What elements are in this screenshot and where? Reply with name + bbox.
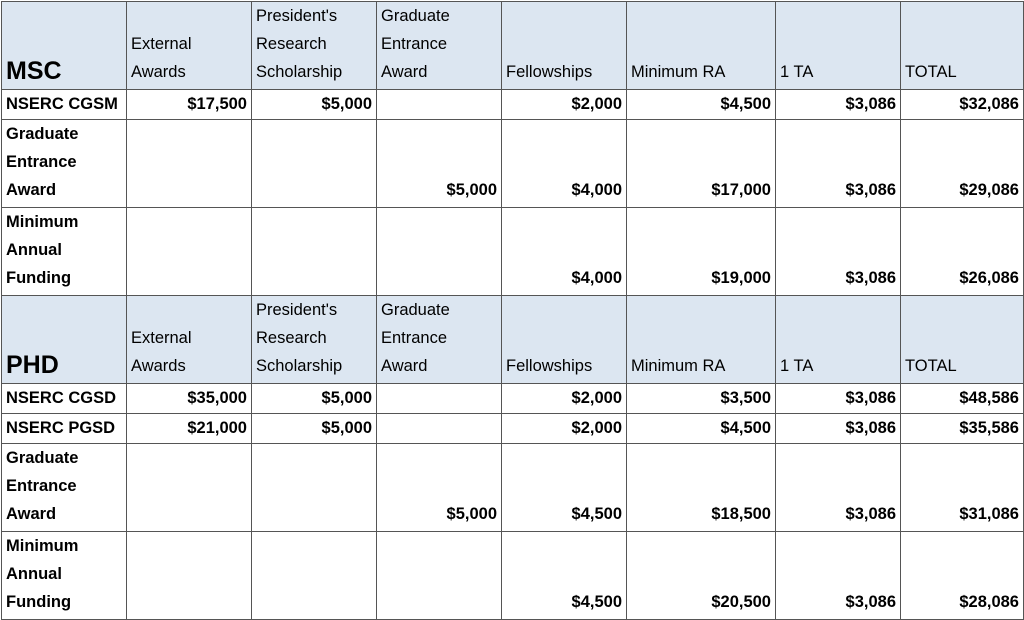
value-cell: $3,086 <box>776 414 901 444</box>
cell-text-line: Minimum <box>6 537 79 555</box>
cell-text-line: Award <box>381 357 428 375</box>
header-fellowships: Fellowships <box>502 296 627 384</box>
value-cell: $18,500 <box>627 444 776 532</box>
cell-text-line: Entrance <box>381 329 448 347</box>
value-cell: $4,500 <box>627 414 776 444</box>
header-external-awards <box>127 296 252 384</box>
cell-text-line: Award <box>381 63 428 81</box>
value-cell <box>377 414 502 444</box>
value-cell: $2,000 <box>502 414 627 444</box>
table-row <box>2 384 1024 414</box>
value-cell: $4,500 <box>627 90 776 120</box>
cell-text-line: Awards <box>131 357 186 375</box>
cell-text-line: Entrance <box>6 153 77 171</box>
cell-text-line: President's <box>256 7 338 25</box>
value-cell <box>252 120 377 208</box>
value-cell: $3,086 <box>776 384 901 414</box>
value-cell: $3,500 <box>627 384 776 414</box>
value-cell <box>377 208 502 296</box>
value-cell: $5,000 <box>377 120 502 208</box>
value-cell: $17,500 <box>127 90 252 120</box>
value-cell <box>252 532 377 620</box>
table-row <box>2 444 1024 532</box>
cell-text-line: Funding <box>6 269 72 287</box>
row-label <box>2 532 127 620</box>
value-cell: $48,586 <box>901 384 1024 414</box>
phd-header-row <box>2 296 1024 384</box>
value-cell: $4,000 <box>502 208 627 296</box>
cell-text-line: Scholarship <box>256 357 343 375</box>
value-cell: $26,086 <box>901 208 1024 296</box>
value-cell: $17,000 <box>627 120 776 208</box>
table-row <box>2 90 1024 120</box>
value-cell <box>377 384 502 414</box>
value-cell <box>127 444 252 532</box>
value-cell <box>252 208 377 296</box>
value-cell: $3,086 <box>776 532 901 620</box>
cell-text-line: Graduate <box>381 301 450 319</box>
header-external-awards <box>127 2 252 90</box>
row-label <box>2 384 127 414</box>
program-label: PHD <box>2 296 127 384</box>
header-total: TOTAL <box>901 296 1024 384</box>
value-cell: $2,000 <box>502 90 627 120</box>
header-minimum-ra: Minimum RA <box>627 296 776 384</box>
value-cell: $21,000 <box>127 414 252 444</box>
value-cell: $35,586 <box>901 414 1024 444</box>
funding-table <box>1 1 1024 620</box>
cell-text-line: Research <box>256 35 327 53</box>
msc-header-row <box>2 2 1024 90</box>
table-row <box>2 120 1024 208</box>
cell-text-line: Award <box>6 181 57 199</box>
cell-text-line: Entrance <box>381 35 448 53</box>
value-cell: $19,000 <box>627 208 776 296</box>
cell-text-line: Funding <box>6 593 72 611</box>
cell-text-line: Research <box>256 329 327 347</box>
value-cell: $3,086 <box>776 444 901 532</box>
header-graduate-entrance-award <box>377 2 502 90</box>
header-graduate-entrance-award <box>377 296 502 384</box>
table-body <box>2 2 1024 620</box>
row-label <box>2 414 127 444</box>
header-one-ta: 1 TA <box>776 2 901 90</box>
row-label <box>2 208 127 296</box>
value-cell: $5,000 <box>252 414 377 444</box>
cell-text-line: Annual <box>6 241 62 259</box>
cell-text-line: NSERC CGSM <box>6 95 118 113</box>
table-row <box>2 414 1024 444</box>
cell-text-line: Graduate <box>381 7 450 25</box>
cell-text-line: Minimum <box>6 213 79 231</box>
cell-text-line: Graduate <box>6 449 79 467</box>
cell-text-line: Annual <box>6 565 62 583</box>
value-cell: $28,086 <box>901 532 1024 620</box>
value-cell: $32,086 <box>901 90 1024 120</box>
cell-text-line: NSERC CGSD <box>6 389 117 407</box>
header-presidents-research-scholarship <box>252 2 377 90</box>
value-cell: $20,500 <box>627 532 776 620</box>
value-cell: $31,086 <box>901 444 1024 532</box>
program-label: MSC <box>2 2 127 90</box>
value-cell: $29,086 <box>901 120 1024 208</box>
value-cell: $35,000 <box>127 384 252 414</box>
value-cell: $3,086 <box>776 208 901 296</box>
table-row <box>2 532 1024 620</box>
row-label <box>2 444 127 532</box>
cell-text-line: Graduate <box>6 125 79 143</box>
cell-text-line: NSERC PGSD <box>6 419 116 437</box>
value-cell: $5,000 <box>377 444 502 532</box>
value-cell: $4,000 <box>502 120 627 208</box>
value-cell: $4,500 <box>502 444 627 532</box>
cell-text-line: Scholarship <box>256 63 343 81</box>
value-cell <box>252 444 377 532</box>
value-cell <box>127 120 252 208</box>
row-label <box>2 120 127 208</box>
value-cell: $5,000 <box>252 90 377 120</box>
value-cell: $3,086 <box>776 90 901 120</box>
row-label <box>2 90 127 120</box>
header-total: TOTAL <box>901 2 1024 90</box>
cell-text-line: External <box>131 329 192 347</box>
value-cell <box>377 532 502 620</box>
cell-text-line: External <box>131 35 192 53</box>
value-cell: $5,000 <box>252 384 377 414</box>
value-cell <box>127 532 252 620</box>
cell-text-line: President's <box>256 301 338 319</box>
value-cell: $4,500 <box>502 532 627 620</box>
value-cell <box>377 90 502 120</box>
cell-text-line: Awards <box>131 63 186 81</box>
header-one-ta: 1 TA <box>776 296 901 384</box>
value-cell <box>127 208 252 296</box>
header-minimum-ra: Minimum RA <box>627 2 776 90</box>
cell-text-line: Award <box>6 505 57 523</box>
cell-text-line: Entrance <box>6 477 77 495</box>
header-fellowships: Fellowships <box>502 2 627 90</box>
value-cell: $3,086 <box>776 120 901 208</box>
value-cell: $2,000 <box>502 384 627 414</box>
header-presidents-research-scholarship <box>252 296 377 384</box>
table-row <box>2 208 1024 296</box>
